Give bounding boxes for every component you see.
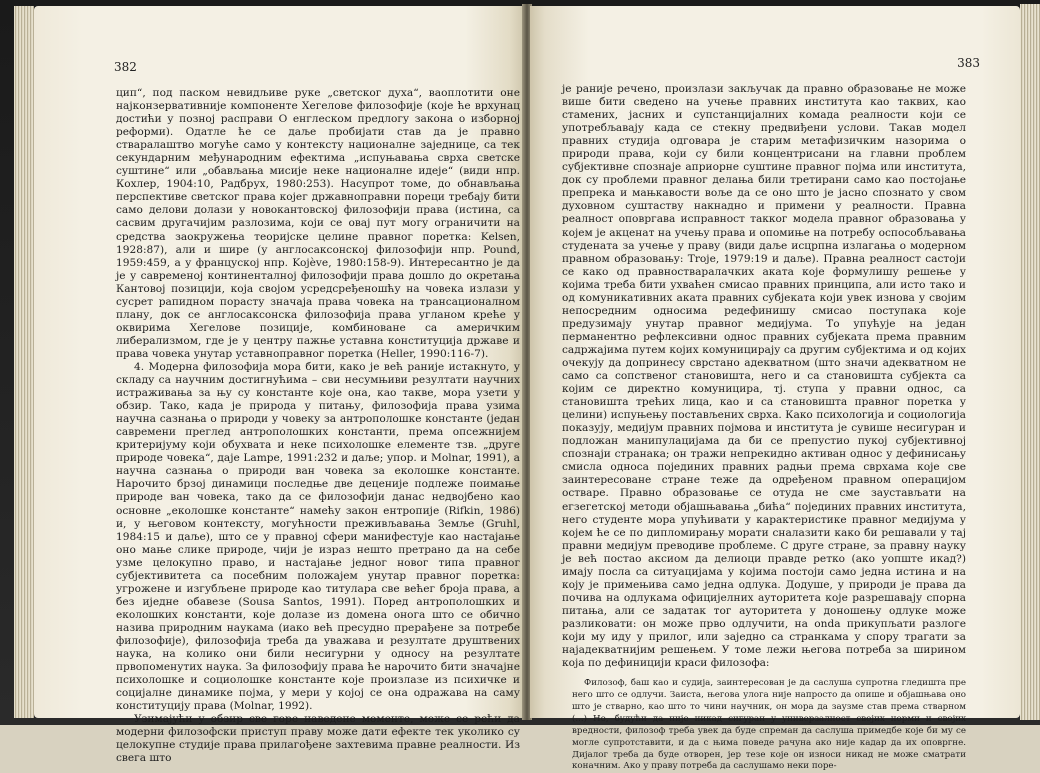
right-page-edges <box>1020 4 1040 720</box>
left-paragraph-2: 4. Модерна филозофија мора бити, како је већ раније истакнуто, у складу са научним достигнућима – сви несумњиви резултати научних истраживања за њу су константе које она, као такве, мора узети у обзир. Тако, када је природа у питању, филозофија права узима научна сазнања о природи у човеку за антрополошке константе (један савремени преглед антрополошких константи, према опсежнијем критеријуму који обухвата и неке психолошке елементе тзв. „друге природе човека“, даје Lampe, 1991:232 и даље; упор. и Molnar, 1991), а научна сазнања о природи ван човека за еколошке константе. Нарочито брзој динамици последње две деценије подлеже поимање природе ван човека, тако да се филозофији данас недвојбено као основне „еколошке константе“ намећу закон ентропије (Rifkin, 1986) и, у његовом контексту, могућности преживљавања Земље (Gruhl, 1984:15 и даље), што се у правној сфери манифестује као настајање оно мање слике природе, чији је израз нешто претрано да на себе узме целокупно право, и настајање једног новог типа правног субјективитета са посебним положајем унутар правног поретка: угрожене и изгубљене природе као титулара све већег броја права, а без иједне обавезе (Sousa Santos, 1991). Поред антрополошких и еколошких константи, које долазе из домена онога што се обично назива природним наукама (иако већ пресудно прерађене за потребе филозофије), филозофија треба да уважава и резултате друштвених наука, на колико они били несигурни у односу на резултате првопоменутих наука. За филозофију права ће нарочито бити значајне психолошке и социолошке константе које произлазе из психичке и социјалне динамике појма, у мери у којој се она одражава на саму конституцију права (Molnar, 1992). <box>116 360 520 713</box>
block-quote-text: Филозоф, баш као и судија, заинтересован је да саслуша супротна гледишта пре него што се одлучи. Заиста, његова улога није напросто да опише и објашњава оно што је стварно, као што то чини научник, он мора да заузме став према стварном (...) Но, будући да није никад сигуран у универзалност својих норми и својих вредности, филозоф треба увек да буде спреман да саслуша примедбе које би му се могле супротставити, и да с њима поведе рачуна ако није кадар да их оповргне. Дијалог треба да буде отворен, јер тезе које он износи никад не може сматрати коначним. Ако у праву потреба да саслушамо неки поре- <box>572 678 966 772</box>
right-page-body <box>562 83 966 773</box>
left-page-body <box>116 87 520 765</box>
right-paragraph-1: је раније речено, произлази закључак да правно образовање не може више бити сведено на учење правних института као таквих, као стамених, јасних и супстанцијалних комада реалности који се употребљавају када се стекну предвиђени услови. Такав модел правних студија одговара је старим метафизичким назорима о природи права, који су били концентрисани на главни проблем субјективне спознаје априорне суштине правног појма или института, док су проблеми правног делања били третирани само као постојање препрека и мањкавости воље да се оно што је јасно спознато у свом духовном суштаству накнадно и примени у реалности. Правна реалност оповргава исправност такког модела правног образовања у којем је акценат на учењу права и опомиње на потребу оспособљавања студената за учење у праву (види даље исцрпна излагања о модерном правном образовању: Troje, 1979:19 и даље). Правна реалност састоји се како од правностваралачких аката које формулишу решење у којима треба бити ухваћен смисао правних принципа, али исто тако и од комуникативних аката правних субјеката који увек изнова у својим непосредним односима редефинишу смисао поступака које предузимају унутар правног медијума. То упућује на један перманентно рефлексивни однос правних субјеката према правним садржајима путем којих комуницирају са другим субјектима и од којих очекују да допринесу сврстано адекватном (што значи адекватном не само са сопственог становишта, него и са становишта субјекта са којим се директно комуницира, тј. ступа у правни однос, са становишта трећих лица, као и са становишта правног поретка у целини) испуњењу постављених сврха. Како психологија и социологија показују, медијум правних појмова и института је сувише несигуран и подложан манипулацијама да би се препустио пукој субјективној спознаји странака; он тражи непрекидно активан однос у дефинисању смисла односа појединих правних радњи према сврхама које све заинтересоване стране теже да одређеном правном операцијом остваре. Правно образовање се отуда не сме заустављати на егзегетској методи објашњавања „бића“ појединих правних института, него студенте мора упућивати у карактеристике правног медијума у којем ће се по дипломирању морати сналазити како би решавали у тај правни медијум преводиве проблеме. С друге стране, за правну науку је већ постао аксиом да делиоци правде ретко (ако уопште икад?) имају посла са ситуацијама у којима постоји само једна истина и на коју је примењива само једна одлука. Додуше, у природи је права да почива на одлукама официјелних ауторитета које разрешавају спорна питања, али се задатак тог ауторитета у доношењу одлуке може разликовати: он може прво одлучити, на onda прикупљати разлоге који му иду у прилог, или заједно са странкама у спору трагати за најадекватнијим решењем. У томе лежи његова потреба за ширином која по дефиницији краси филозофа: <box>562 83 966 670</box>
left-page <box>34 6 524 765</box>
page-number-left: 382 <box>114 60 137 74</box>
right-page <box>530 6 1020 772</box>
left-paragraph-3: Узимајући у обзир све горе наведене моменте, може се рећи да модерни филозофски приступ праву може дати ефекте тек уколико су целокупне студије права прилагођене захтевима правне реалности. Из свега што <box>116 713 520 765</box>
left-page-edges <box>14 6 34 718</box>
block-quote <box>562 678 966 773</box>
left-paragraph-1: цип“, под паском невидљиве руке „светског духа“, ваоплотити оне најконзервативније компоненте Хегелове филозофије (које ће врхунац достићи у позној расправи О енглеском предлогу закона о изборној реформи). Одатле ће се даље пробијати став да је правно стваралаштво могуће само у контексту националне заједнице, са тек секундарним међународним ефектима „испуњавања сврха светске суштине“ или „обављања мисије неке националне идеје“ (види нпр. Кохлер, 1904:10, Радбрух, 1980:253). Насупрот томе, до обнављања перспективе светског права којег државноправни пореци требају бити само делови долази у новокантовској филозофији права (истина, са сасвим другачијим разлозима, који се овај пут могу ограничити на средства заокружења теоријске целине правног поретка: Kelsen, 1928:87), али и шире (у англосаксонској филозофији нпр. Pound, 1959:459, а у француској нпр. Kojève, 1980:158-9). Интересантно је да је у савременој континенталној филозофији права дошло до окретања Кантовој позицији, која својом усредсређеношћу на човека излази у сусрет рапидном порасту значаја права човека на трансационалном плану, док се англосаксонска филозофија права угланом креће у оквирима Хегелове позиције, комбиноване са америчким либерализмом, где је у центру пажње уставна конституција државе и права човека унутар уставноправног поретка (Heller, 1990:116-7). <box>116 87 520 360</box>
page-number-right: 383 <box>957 56 980 70</box>
